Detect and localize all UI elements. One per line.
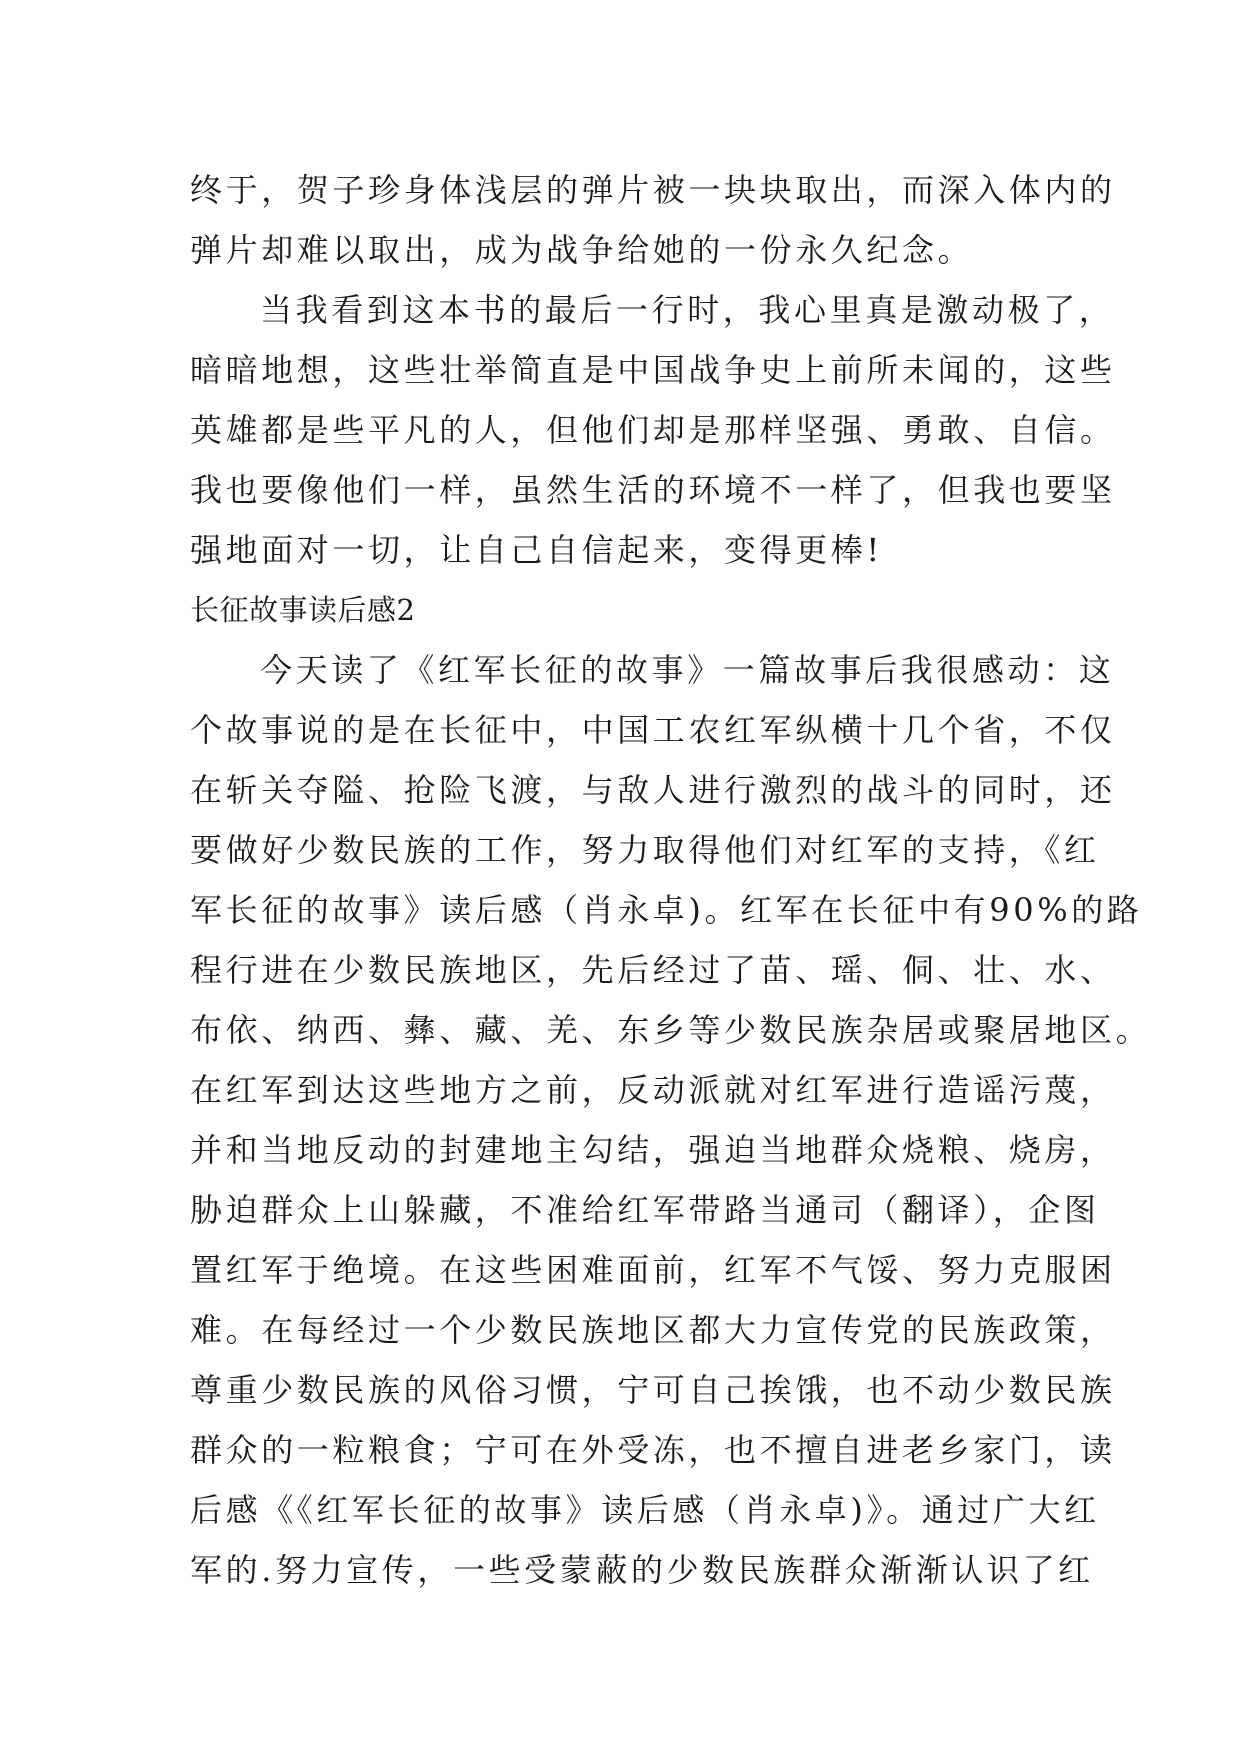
paragraph-2	[190, 280, 1116, 580]
text-line: 程行进在少数民族地区，先后经过了苗、瑶、侗、壮、水、	[190, 951, 1116, 989]
text-line: 军的.努力宣传，一些受蒙蔽的少数民族群众渐渐认识了红	[190, 1551, 1094, 1589]
text-line: 要做好少数民族的工作，努力取得他们对红军的支持，《红	[190, 831, 1100, 869]
paragraph-1	[190, 160, 1116, 280]
text-line: 后感《《红军长征的故事》读后感（肖永卓)》。通过广大红	[190, 1491, 1100, 1529]
text-line: 暗暗地想，这些壮举简直是中国战争史上前所未闻的，这些	[190, 351, 1116, 389]
text-line: 强地面对一切，让自己自信起来，变得更棒!	[190, 531, 883, 569]
text-line: 难。在每经过一个少数民族地区都大力宣传党的民族政策，	[190, 1311, 1116, 1349]
text-line: 当我看到这本书的最后一行时，我心里真是激动极了，	[260, 291, 1115, 329]
text-line: 今天读了《红军长征的故事》一篇故事后我很感动：这	[260, 651, 1115, 689]
document-page	[190, 160, 1152, 1600]
text-line: 我也要像他们一样，虽然生活的环境不一样了，但我也要坚	[190, 471, 1116, 509]
text-line: 在红军到达这些地方之前，反动派就对红军进行造谣污蔑，	[190, 1071, 1116, 1109]
text-line: 个故事说的是在长征中，中国工农红军纵横十几个省，不仅	[190, 711, 1116, 749]
text-line: 胁迫群众上山躲藏，不准给红军带路当通司（翻译），企图	[190, 1191, 1100, 1229]
section-heading: 长征故事读后感2	[190, 593, 416, 627]
text-line: 终于，贺子珍身体浅层的弹片被一块块取出，而深入体内的	[190, 171, 1116, 209]
text-line: 英雄都是些平凡的人，但他们却是那样坚强、勇敢、自信。	[190, 411, 1116, 449]
paragraph-3	[190, 640, 1152, 1600]
text-line: 军长征的故事》读后感（肖永卓)。红军在长征中有90%的路	[190, 891, 1143, 929]
text-line: 布依、纳西、彝、藏、羌、东乡等少数民族杂居或聚居地区。	[190, 1011, 1152, 1049]
text-line: 尊重少数民族的风俗习惯，宁可自己挨饿，也不动少数民族	[190, 1371, 1116, 1409]
text-line: 弹片却难以取出，成为战争给她的一份永久纪念。	[190, 231, 974, 269]
text-line: 并和当地反动的封建地主勾结，强迫当地群众烧粮、烧房，	[190, 1131, 1116, 1169]
text-line: 在斩关夺隘、抢险飞渡，与敌人进行激烈的战斗的同时，还	[190, 771, 1116, 809]
text-line: 置红军于绝境。在这些困难面前，红军不气馁、努力克服困	[190, 1251, 1116, 1289]
text-line: 群众的一粒粮食；宁可在外受冻，也不擅自进老乡家门，读	[190, 1431, 1116, 1469]
